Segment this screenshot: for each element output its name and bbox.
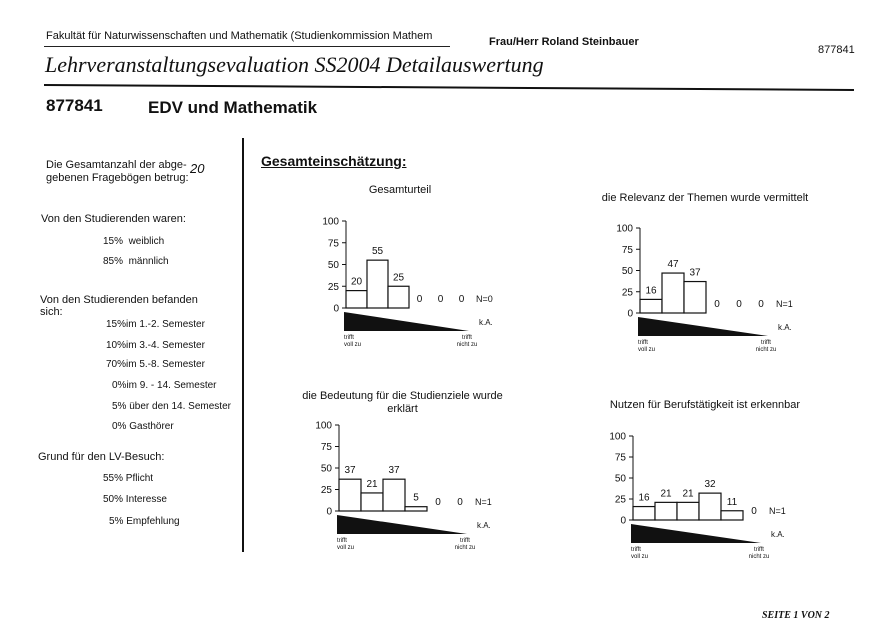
x-left-label: voll zu	[638, 347, 656, 353]
x-left-label: voll zu	[631, 554, 649, 560]
n-label: N=1	[475, 497, 492, 507]
data-label: 21	[660, 488, 672, 500]
data-label: 0	[751, 506, 757, 517]
y-tick-label: 0	[620, 515, 626, 527]
x-left-label: voll zu	[344, 342, 362, 348]
x-left-label: voll zu	[337, 545, 355, 551]
y-tick-label: 50	[621, 266, 633, 277]
x-right-label: nicht zu	[748, 554, 770, 560]
y-tick-label: 0	[326, 506, 332, 518]
page-title: Lehrveranstaltungsevaluation SS2004 Detailauswertung	[45, 52, 544, 77]
gender-row: 85% männlich	[103, 256, 169, 267]
x-right-label: trifft	[754, 547, 764, 553]
x-left-label: trifft	[337, 538, 347, 544]
y-tick-label: 75	[320, 442, 332, 453]
n-label: N=1	[769, 506, 786, 516]
course-name: EDV und Mathematik	[148, 98, 318, 117]
n-label: N=0	[476, 294, 493, 304]
y-tick-label: 0	[627, 308, 633, 320]
y-tick-label: 0	[333, 303, 339, 315]
semester-row: 15%im 1.-2. Semester	[106, 319, 205, 330]
course-id-right: 877841	[818, 44, 855, 56]
data-label: 16	[645, 285, 657, 297]
section-title: Gesamteinschätzung:	[261, 153, 407, 169]
x-right-label: trifft	[460, 538, 470, 544]
data-label: 21	[366, 478, 378, 490]
page-footer: SEITE 1 VON 2	[762, 610, 830, 621]
semester-row: 0% Gasthörer	[112, 421, 174, 432]
x-left-label: trifft	[344, 335, 354, 341]
reason-row: 5% Empfehlung	[109, 516, 180, 527]
bar	[699, 493, 721, 520]
data-label: 37	[344, 465, 356, 477]
x-right-label: nicht zu	[454, 545, 476, 551]
total-label-line1: Die Gesamtanzahl der abge-	[46, 159, 187, 171]
data-label: 37	[388, 465, 400, 477]
gender-row: 15% weiblich	[103, 236, 165, 247]
x-right-label: nicht zu	[755, 347, 777, 353]
semester-row: 10%im 3.-4. Semester	[106, 340, 205, 351]
x-left-label: trifft	[638, 340, 648, 346]
semester-heading-line2: sich:	[40, 306, 63, 318]
semester-row: 5% über den 14. Semester	[112, 401, 231, 412]
ka-label: k.A.	[771, 530, 785, 539]
data-label: 0	[736, 299, 742, 310]
bar	[677, 502, 699, 520]
chart-title: die Relevanz der Themen wurde vermittelt	[601, 192, 809, 204]
ka-label: k.A.	[479, 318, 493, 327]
data-label: 11	[726, 496, 738, 508]
chart-title: die Bedeutung für die Studienziele wurde erklärt	[302, 390, 503, 415]
ka-label: k.A.	[477, 521, 491, 530]
y-tick-label: 100	[616, 223, 633, 235]
y-tick-label: 25	[320, 485, 332, 496]
x-right-label: trifft	[462, 335, 472, 341]
faculty-header: Fakultät für Naturwissenschaften und Mathematik (Studienkommission Mathem	[46, 30, 433, 42]
data-label: 0	[437, 294, 444, 305]
y-tick-label: 50	[614, 473, 626, 485]
data-label: 0	[416, 294, 423, 305]
y-tick-label: 75	[621, 244, 633, 256]
semester-row: 70%im 5.-8. Semester	[106, 359, 205, 370]
reason-row: 55% Pflicht	[103, 473, 154, 484]
y-tick-label: 100	[322, 216, 339, 228]
data-label: 21	[682, 488, 694, 500]
data-label: 37	[689, 267, 701, 279]
course-id: 877841	[46, 96, 103, 115]
lecturer-name: Frau/Herr Roland Steinbauer	[489, 36, 639, 48]
x-left-label: trifft	[631, 547, 641, 553]
data-label: 55	[371, 246, 384, 258]
x-right-label: trifft	[761, 340, 771, 346]
data-label: 0	[758, 299, 764, 310]
data-label: 0	[458, 294, 465, 305]
chart-title: Gesamturteil	[368, 184, 432, 196]
y-tick-label: 25	[621, 287, 633, 299]
semester-row: 0%im 9. - 14. Semester	[112, 380, 217, 391]
chart-title: Nutzen für Berufstätigkeit ist erkennbar	[609, 399, 801, 411]
data-label: 32	[704, 479, 716, 491]
data-label: 0	[714, 299, 720, 310]
reason-row: 50% Interesse	[103, 494, 167, 505]
y-tick-label: 25	[327, 281, 339, 293]
semester-heading-line1: Von den Studierenden befanden	[40, 294, 198, 306]
reason-heading: Grund für den LV-Besuch:	[38, 451, 165, 463]
data-label: 16	[638, 492, 650, 504]
bar	[721, 511, 743, 520]
total-label-line2: gebenen Fragebögen betrug:	[46, 172, 189, 184]
data-label: 0	[435, 497, 441, 508]
y-tick-label: 100	[315, 420, 332, 432]
bar	[633, 507, 655, 520]
n-label: N=1	[776, 299, 793, 309]
x-right-label: nicht zu	[456, 342, 478, 348]
y-tick-label: 50	[320, 463, 332, 475]
total-value: 20	[190, 161, 205, 176]
data-label: 47	[667, 259, 679, 271]
data-label: 0	[457, 497, 463, 508]
gender-heading: Von den Studierenden waren:	[41, 213, 186, 225]
y-tick-label: 75	[614, 452, 626, 464]
y-tick-label: 75	[327, 238, 339, 250]
scale-wedge	[631, 524, 761, 543]
data-label: 25	[392, 272, 405, 284]
data-label: 20	[350, 276, 363, 288]
ka-label: k.A.	[778, 323, 792, 332]
y-tick-label: 25	[614, 494, 626, 506]
y-tick-label: 100	[609, 431, 626, 443]
y-tick-label: 50	[327, 260, 339, 271]
data-label: 5	[413, 492, 419, 504]
bar	[655, 502, 677, 520]
